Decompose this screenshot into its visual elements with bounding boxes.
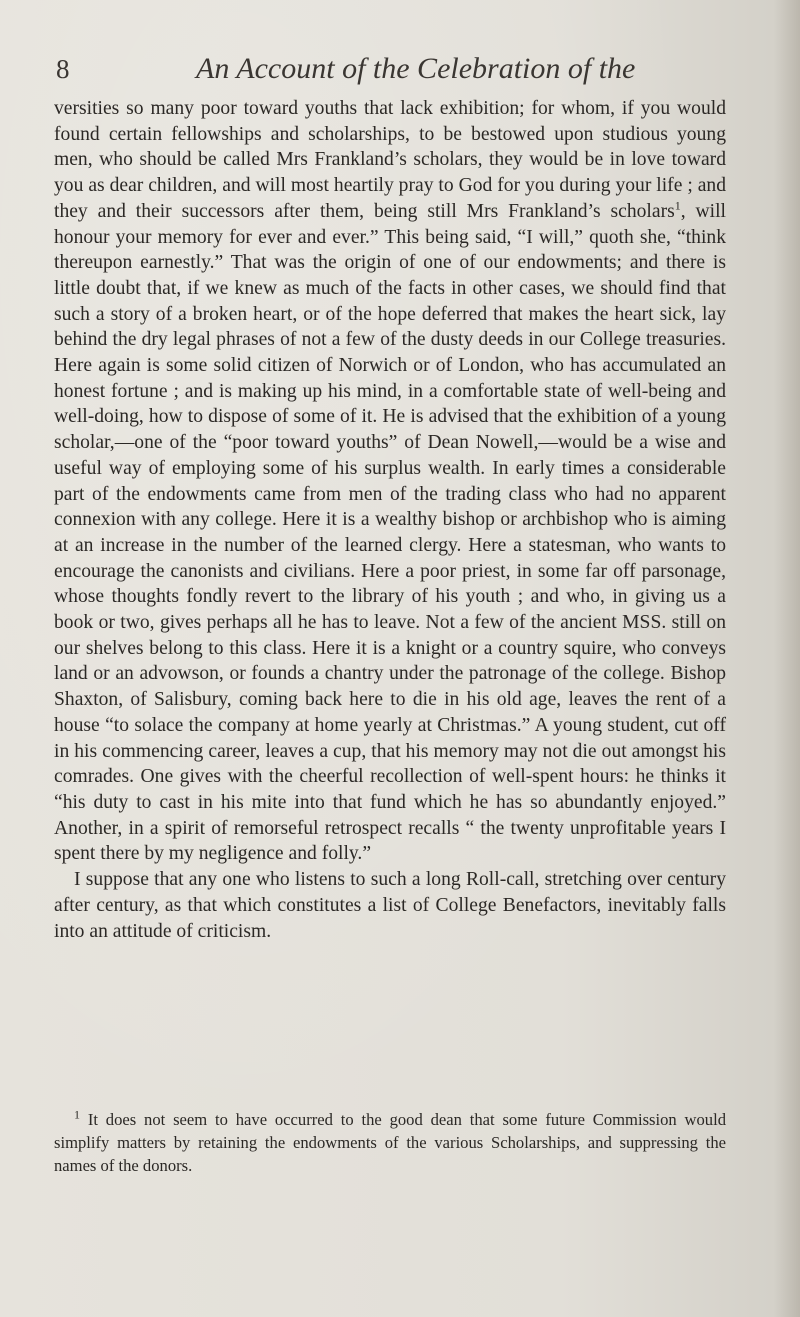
page-number: 8: [56, 54, 70, 84]
body-text: [54, 96, 726, 944]
running-title: An Account of the Celebration of the: [196, 52, 636, 85]
paragraph: I suppose that any one who listens to such a long Roll-call, stretching over century after century, as that which constitutes a list of College Benefactors, inevitably falls into an attitude of criticism.: [54, 869, 726, 942]
paragraph-text-continued: , will honour your memory for ever and ever.” This being said, “I will,” quoth she, “think thereupon earnestly.” That was the origin of one of our endowments; and there is little doubt that, if we knew as much of the facts in other cases, we should find that such a story of a broken heart, or of the hope deferred that makes the heart sick, lay behind the dry legal phrases of not a few of the dusty deeds in our College treasuries. Here again is some solid citizen of Norwich or of London, who has accumulated an honest fortune ; and is making up his mind, in a comfortable state of well-being and well-doing, how to dispose of some of it. He is advised that the exhibition of a young scholar,—one of the “poor toward youths” of Dean Nowell,—would be a wise and useful way of employing some of his surplus wealth. In early times a considerable part of the endowments came from men of the trading class who had no apparent connexion with any college. Here it is a wealthy bishop or archbishop who is aiming at an increase in the number of the learned clergy. Here a statesman, who wants to encourage the canonists and civilians. Here a poor priest, in some far off parsonage, whose thoughts fondly revert to the library of his youth ; and who, in giving us a book or two, gives perhaps all he has to leave. Not a few of the ancient MSS. still on our shelves belong to this class. Here it is a knight or a country squire, who conveys land or an advowson, or founds a chantry under the patronage of the college. Bishop Shaxton, of Salisbury, coming back here to die in his old age, leaves the rent of a house “to solace the company at home yearly at Christmas.” A young student, cut off in his commencing career, leaves a cup, that his memory may not die out amongst his comrades. One gives with the cheerful recollection of well-spent hours: he thinks it “his duty to cast in his mite into that fund which he has so abundantly enjoyed.” Another, in a spirit of remorseful retrospect recalls “ the twenty unprofitable years I spent there by my negligence and folly.”: [54, 200, 727, 865]
running-head: [56, 52, 716, 92]
paragraph: [54, 96, 726, 867]
page-edge-shadow: [774, 0, 800, 1317]
footnote: [54, 1108, 726, 1177]
paragraph-text: versities so many poor toward youths that lack exhibition; for whom, if you would found certain fellowships and scholarships, to be bestowed upon studious young men, who should be called Mrs Frankland’s scholars, they would be in love toward you as dear children, and will most heartily pray to God for you during your life ; and they and their successors after them, being still Mrs Frankland’s scholars: [54, 98, 726, 222]
footnote-text: It does not seem to have occurred to the good dean that some future Commission would simplify matters by retaining the endowments of the various Scholarships, and suppressing the names of the donors.: [54, 1110, 726, 1175]
footnote-reference: 1: [674, 198, 681, 213]
footnote-mark: 1: [74, 1107, 80, 1122]
